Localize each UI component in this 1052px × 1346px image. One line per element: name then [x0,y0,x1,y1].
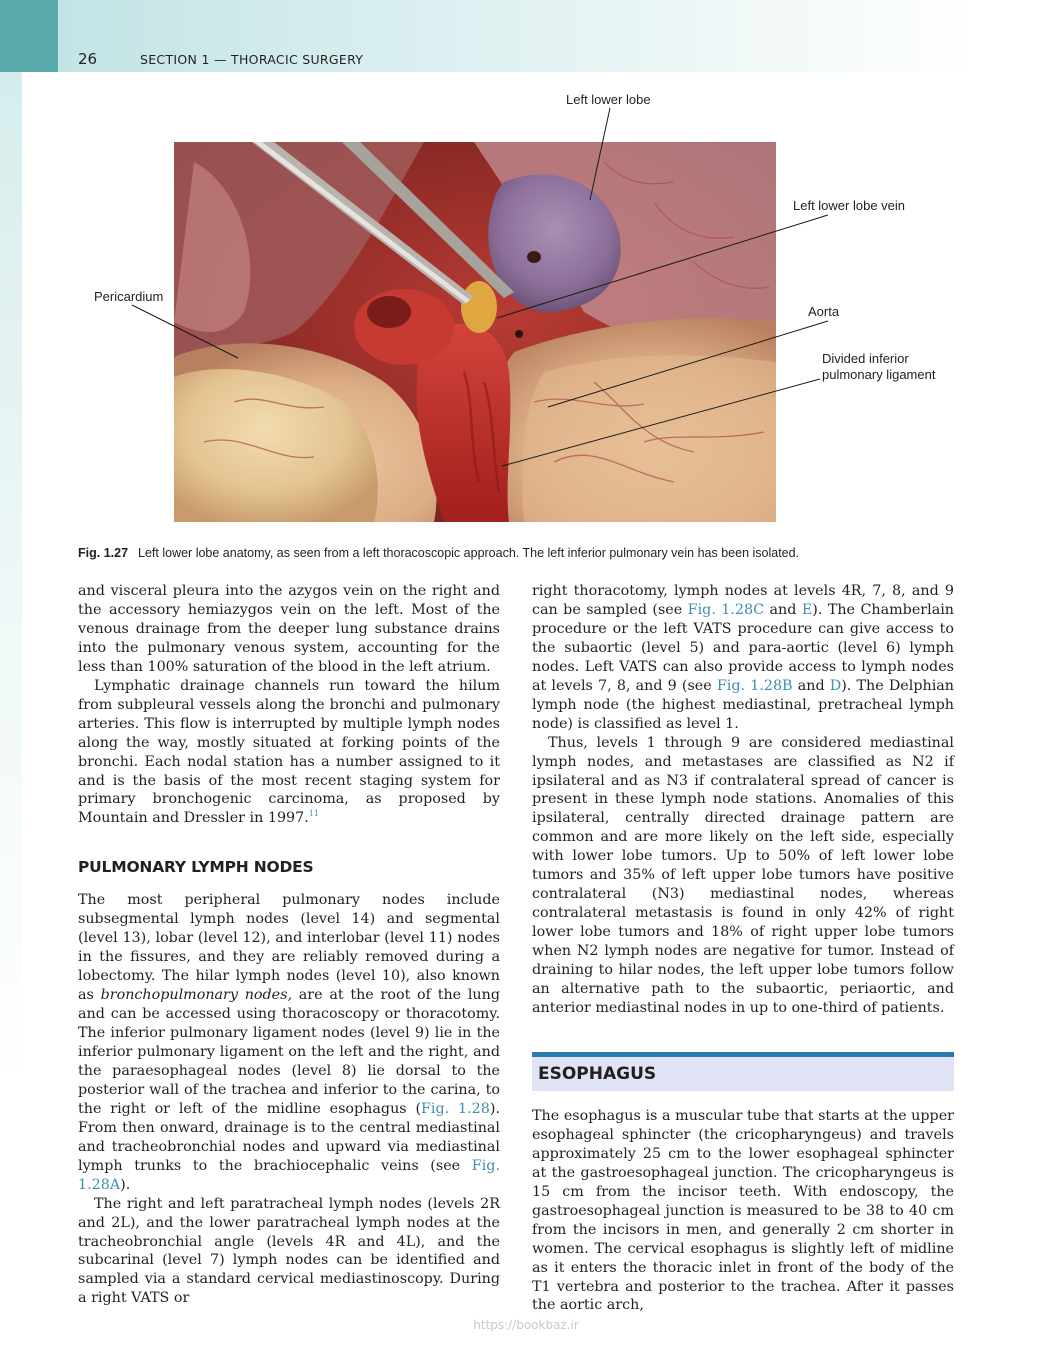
left-paragraph-2 [78,677,500,829]
caption-figure-number: Fig. 1.27 [78,546,129,560]
left-paragraph-2-text: Lymphatic drainage channels run toward the hilum from subpleural vessels along the bronchi and pulmonary arteries. This flow is interrupted by multiple lymph nodes along the way, mostly situated at forking points of the bronchi. Each nodal station has a number assigned to it and is the basis of the most recent staging system for primary bronchogenic carcinoma, as proposed by Mountain and Dressler in 1997. [78,677,500,827]
figure-link-e[interactable]: E [801,601,813,618]
caption-text: Left lower lobe anatomy, as seen from a left thoracoscopic approach. The left inferior pulmonary vein has been isolated. [138,546,800,560]
right-paragraph-2: Thus, levels 1 through 9 are considered mediastinal lymph nodes, and metastases are classified as N2 if ipsilateral and as N3 if contralateral spread of cancer is present in these lymph node stations. Anomalies of this ipsilateral, centrally directed drainage pattern are common and are more likely on the left side, especially with lower lobe tumors. Up to 50% of left lower lobe tumors and 35% of left upper lobe tumors have positive contralateral (N3) mediastinal nodes, whereas contralateral metastasis is found in only 42% of right lower lobe tumors and 18% of right upper lobe tumors when N2 lymph nodes are negative for tumor. Instead of draining to hilar nodes, the left upper lobe tumors follow an alternative path to the subaortic, periaortic, and anterior mediastinal nodes in up to one-third of patients. [532,734,954,1016]
running-head: SECTION 1 — THORACIC SURGERY [140,52,364,67]
right-paragraph-1-text-b: ). The Chamberlain procedure or the left VATS procedure can give access to the subaortic (level 5) and para-aortic (level 6) lymph nodes. Left VATS can also provide access to lymph nodes at levels 7, 8, and 9 (see [532,601,955,694]
page-number: 26 [78,50,98,68]
side-band [0,72,22,1346]
footer-url[interactable]: https://bookbaz.ir [473,1318,579,1332]
figure-link-1-28b[interactable]: Fig. 1.28B [716,677,793,694]
right-paragraph-1-text-a: right thoracotomy, lymph nodes at levels 4R, 7, 8, and 9 can be sampled (see [532,583,954,618]
right-paragraph-1 [532,582,954,734]
right-paragraph-1-text-c: ). The Delphian lymph node (the highest mediastinal, pretracheal lymph node) is classified as level 1. [532,677,954,732]
right-paragraph-1-and-1: and [764,601,802,618]
left-column [78,582,500,1308]
figure-link-1-28[interactable]: Fig. 1.28 [421,1100,490,1117]
left-paragraph-3-text-c: ). From then onward, drainage is to the central mediastinal and tracheobronchial nodes and upward via mediastinal lymph trunks to the brachiocephalic veins (see [78,1100,500,1174]
heading-esophagus: ESOPHAGUS [532,1052,954,1091]
thoracoscopic-photo [174,142,776,522]
left-paragraph-4: The right and left paratracheal lymph nodes (levels 2R and 2L), and the lower paratracheal lymph nodes at the tracheobronchial angle (levels 4R and 4L), and the subcarinal (level 7) lymph nodes can be identified and sampled via a standard cervical mediastinoscopy. During a right VATS or [78,1195,500,1307]
left-paragraph-1: and visceral pleura into the azygos vein on the right and the accessory hemiazygos vein on the left. Most of the venous drainage from the deeper lung substance drains into the pulmonary venous system, accounting for the less than 100% saturation of the blood in the left atrium. [78,583,500,675]
label-pericardium: Pericardium [94,289,164,304]
reference-superscript[interactable]: 11 [308,809,319,819]
left-paragraph-3-text-a: The most peripheral pulmonary nodes include subsegmental lymph nodes (level 14) and segmental (level 13), lobar (level 12), and interlobar (level 11) nodes in the fissures, and they are reliably removed during a lobectomy. The hilar lymph nodes (level 10), also known as [78,892,500,1004]
label-left-lower-lobe-vein: Left lower lobe vein [793,198,906,213]
right-paragraph-1-and-2: and [792,677,830,694]
label-aorta: Aorta [808,304,840,319]
corner-tab [0,0,58,72]
left-paragraph-3-text-d: ). [120,1176,131,1193]
figure-caption [78,546,958,560]
figure-link-d[interactable]: D [829,677,842,694]
right-paragraph-3: The esophagus is a muscular tube that starts at the upper esophageal sphincter (the cricopharyngeus) and travels approximately 25 cm to the lower esophageal sphincter at the gastroesophageal junction. The cricopharyngeus is 15 cm from the incisor teeth. With endoscopy, the gastroesophageal junction is measured to be 38 to 40 cm from the incisors in men, and generally 2 cm shorter in women. The cervical esophagus is slightly left of midline as it enters the thoracic inlet in front of the body of the T1 vertebra and posterior to the trachea. After it passes the aortic arch, [532,1107,954,1314]
left-paragraph-3-emphasis: bronchopulmonary nodes, [100,987,293,1004]
right-column [532,582,954,1315]
figure-link-1-28c[interactable]: Fig. 1.28C [687,601,765,618]
left-paragraph-3 [78,891,500,1194]
figure-link-1-28a[interactable]: Fig. 1.28A [78,1157,500,1193]
label-left-lower-lobe: Left lower lobe [566,92,651,107]
photo-illustration [174,142,776,522]
label-divided-ligament-2: pulmonary ligament [822,367,936,382]
left-paragraph-3-text-b: are at the root of the lung and can be accessed using thoracoscopy or thoracotomy. The inferior pulmonary ligament nodes (level 9) lie in the inferior pulmonary ligament on the left and the right, and the paraesophageal nodes (level 8) lie dorsal to the posterior wall of the trachea and inferior to the carina, to the right or left of the midline esophagus ( [78,987,501,1117]
heading-pulmonary-lymph-nodes: PULMONARY LYMPH NODES [78,858,314,877]
label-divided-ligament-1: Divided inferior [822,351,909,366]
